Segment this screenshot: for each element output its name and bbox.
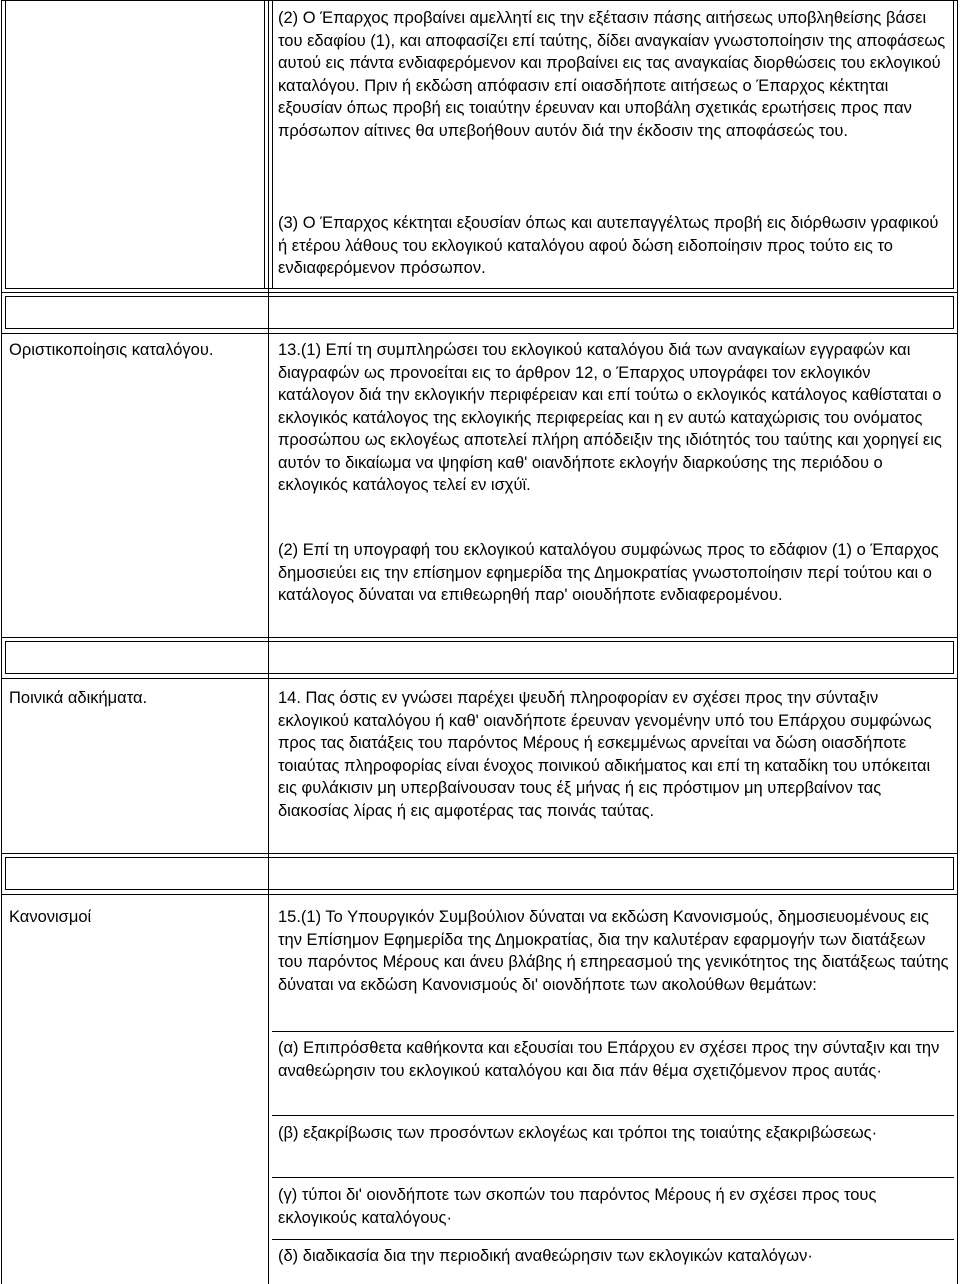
cell-border <box>953 857 954 889</box>
article-13-paragraph-2: (2) Επί τη υπογραφή του εκλογικού καταλόγου συμφώνως προς το εδάφιον (1) ο Έπαρχος δημοσιεύει εις την επίσημον εφημερίδα της Δημοκρατίας γνωστοποίησιν περί τούτου και ο κατάλογος δύναται να επιθεωρηθή παρ' οιουδήποτε ενδιαφερομένου. <box>278 541 939 604</box>
article-12-paragraph-3: (3) Ο Έπαρχος κέκτηται εξουσίαν όπως και αυτεπαγγέλτως προβή εις διόρθωσιν γραφικού ή ετέρου λάθους του εκλογικού καταλόγου αφού δώση ειδοποίησιν προς τούτο εις το ενδιαφερόμενον πρόσωπον. <box>278 214 939 277</box>
row-divider <box>272 1177 954 1178</box>
cell-border <box>272 0 273 288</box>
row-divider <box>5 641 954 642</box>
row-divider <box>5 857 954 858</box>
cell-border <box>953 641 954 673</box>
row-divider <box>272 1239 954 1240</box>
margin-note-offences: Ποινικά αδικήματα. <box>9 689 148 707</box>
cell-border <box>5 641 6 673</box>
cell-border <box>5 857 6 889</box>
article-15-item-b: (β) εξακρίβωσις των προσόντων εκλογέως και τρόποι της τοιαύτης εξακριβώσεως· <box>278 1124 878 1142</box>
article-12-paragraph-2: (2) Ο Έπαρχος προβαίνει αμελλητί εις την εξέτασιν πάσης αιτήσεως υποβληθείσης βάσει του εδαφίου (1), και αποφασίζει επί ταύτης, δίδει αναγκαίαν γνωστοποίησιν της αποφάσεως αυτού εις πάντα ενδιαφερόμενον και προβαίνει εις τας αναγκαίας διορθώσεις του εκλογικού καταλόγου. Πριν ή εκδώση απόφασιν επί οιασδήποτε αιτήσεως ο Έπαρχος κέκτηται εξουσίαν όπως προβή εις τοιαύτην έρευναν και υποβάλη σχετικάς ερωτήσεις προς παν πρόσωπον αίτινες θα υπεβοήθουν αυτόν διά την έκδοσιν της αποφάσεώς του. <box>278 9 946 140</box>
margin-note-finalization: Οριστικοποίησις καταλόγου. <box>9 341 214 359</box>
row-divider <box>272 1031 954 1032</box>
cell-border <box>953 296 954 328</box>
cell-border <box>953 0 954 288</box>
row-divider <box>1 637 958 638</box>
row-divider <box>1 0 958 1</box>
table-border-left <box>1 0 2 1284</box>
row-divider <box>1 333 958 334</box>
row-divider <box>272 1115 954 1116</box>
row-divider <box>1 292 958 293</box>
row-divider <box>5 328 954 329</box>
cell-border <box>5 0 6 288</box>
margin-note-regulations: Κανονισμοί <box>9 908 92 926</box>
row-divider <box>1 894 958 895</box>
row-divider <box>5 889 954 890</box>
row-divider <box>5 296 954 297</box>
row-divider <box>1 853 958 854</box>
article-15-item-c: (γ) τύποι δι' οιονδήποτε των σκοπών του παρόντος Μέρους ή εν σχέσει προς τους εκλογικούς καταλόγους· <box>278 1186 877 1227</box>
cell-border <box>5 296 6 328</box>
column-divider <box>268 0 269 1284</box>
article-15-item-d: (δ) διαδικασία δια την περιοδική αναθεώρησιν των εκλογικών καταλόγων· <box>278 1247 813 1265</box>
row-divider <box>5 288 954 289</box>
cell-border <box>264 0 265 288</box>
article-14-text: 14. Πας όστις εν γνώσει παρέχει ψευδή πληροφορίαν εν σχέσει προς την σύνταξιν εκλογικού καταλόγου ή καθ' οιανδήποτε έρευναν γενομένην υπό του Επάρχου συμφώνως προς τας διατάξεις του παρόντος Μέρους ή εσκεμμένως αρνείται να δώση οιασδήποτε τοιαύτας πληροφορίας είναι ένοχος ποινικού αδικήματος και επί τη καταδίκη του υπόκειται εις φυλάκισιν μη υπερβαίνουσαν τους έξ μήνας ή εις πρόστιμον μη υπερβαίνον τας διακοσίας λίρας ή εις αμφοτέρας τας ποινάς ταύτας. <box>278 689 932 820</box>
row-divider <box>1 678 958 679</box>
article-15-item-a: (α) Επιπρόσθετα καθήκοντα και εξουσίαι του Επάρχου εν σχέσει προς την σύνταξιν και την αναθεώρησιν του εκλογικού καταλόγου και δια πάν θέμα σχετιζόμενον προς αυτάς· <box>278 1039 940 1080</box>
row-divider <box>5 673 954 674</box>
article-13-paragraph-1: 13.(1) Επί τη συμπληρώσει του εκλογικού καταλόγου διά των αναγκαίων εγγραφών και διαγραφών ως προνοείται εις το άρθρον 12, ο Έπαρχος υπογράφει τον εκλογικόν κατάλογον διά την εκλογικήν περιφέρειαν και επί τούτω ο εκλογικός κατάλογος καθίσταται ο εκλογικός κατάλογος της εκλογικής περιφερείας και η εν αυτώ καταχώρισις του ονόματος προσώπου ως εκλογέως αποτελεί πλήρη απόδειξιν της ιδιότητός του ταύτης και χορηγεί εις αυτόν το δικαίωμα να ψηφίση καθ' οιανδήποτε εκλογήν διαρκούσης της περιόδου ο εκλογικός κατάλογος τελεί εν ισχύϊ. <box>278 341 942 494</box>
article-15-paragraph-1: 15.(1) Το Υπουργικόν Συμβούλιον δύναται να εκδώση Κανονισμούς, δημοσιευομένους εις την Επίσημον Εφημερίδα της Δημοκρατίας, δια την καλυτέραν εφαρμογήν των διατάξεων του παρόντος Μέρους και άνευ βλάβης ή επηρεασμού της γενικότητος της διατάξεως ταύτης δύναται να εκδώση Κανονισμούς δι' οιονδήποτε των ακολούθων θεμάτων: <box>278 908 949 994</box>
table-border-right <box>957 0 958 1284</box>
